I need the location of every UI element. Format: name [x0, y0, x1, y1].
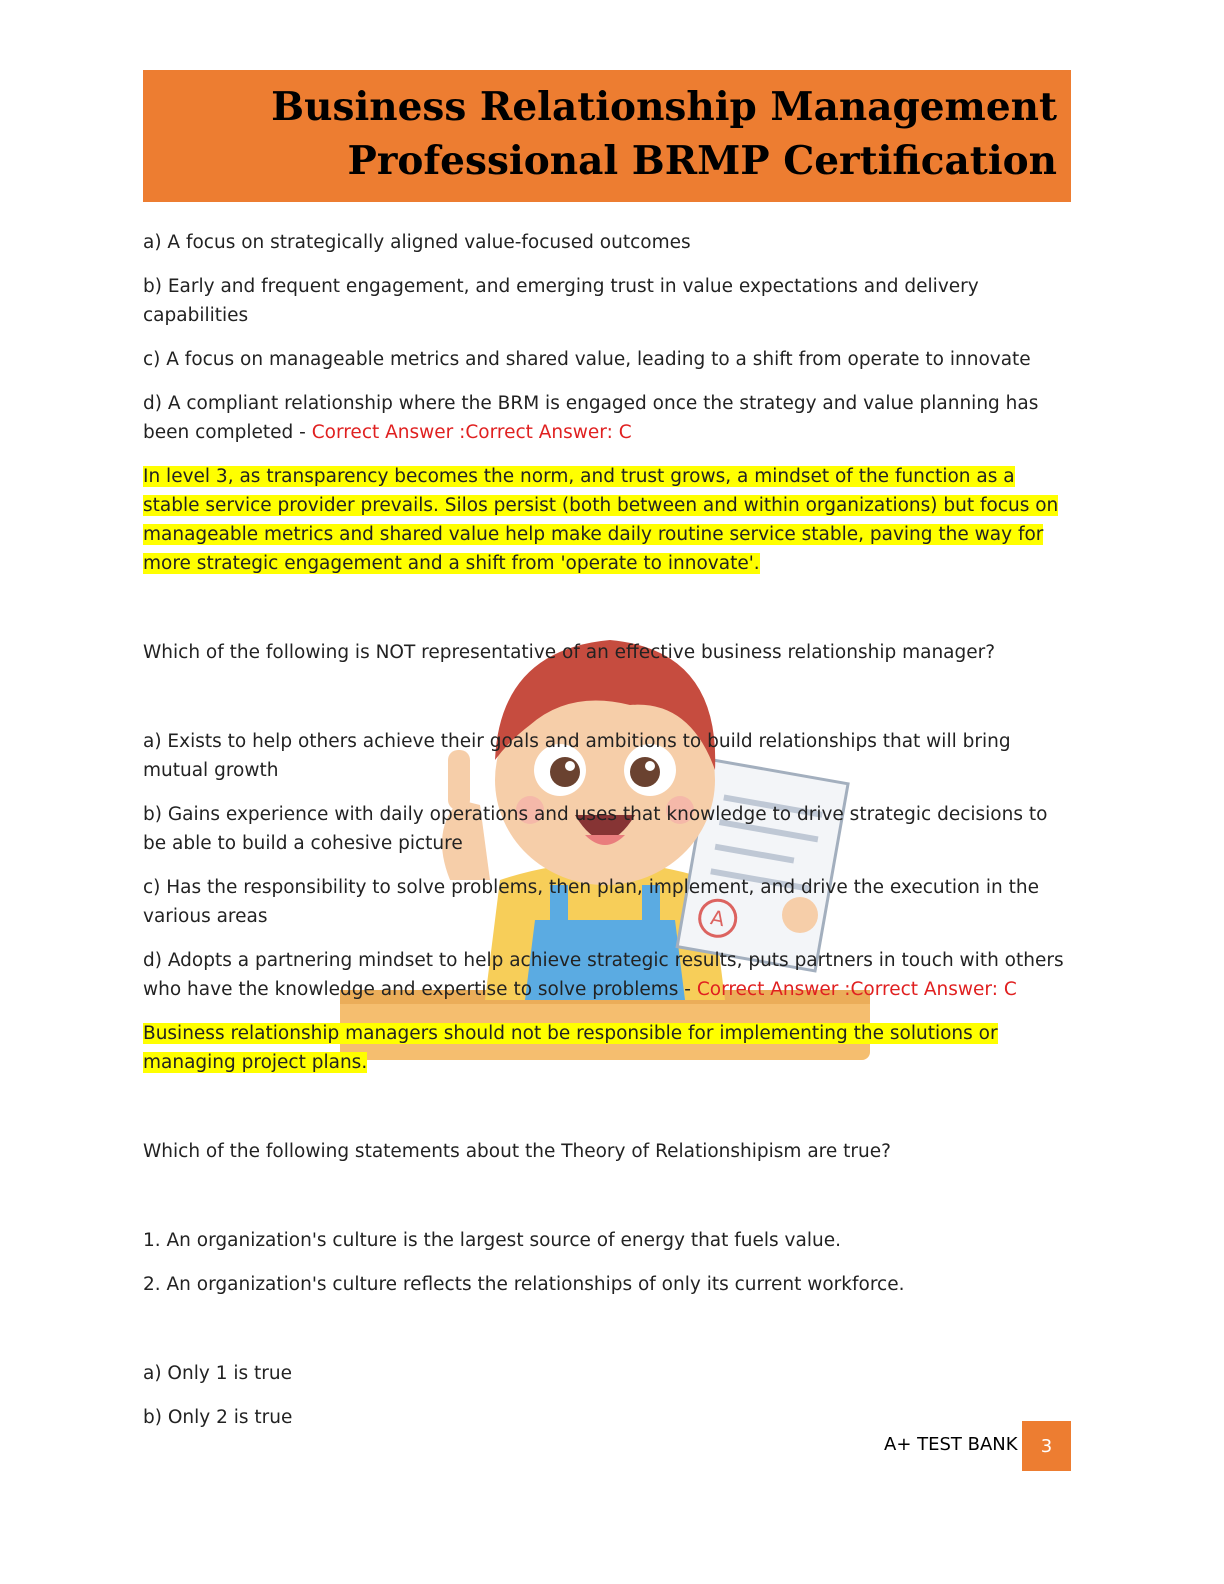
q2-option-d-text: d) Adopts a partnering mindset to help achieve strategic results, puts partners in touch with others who have the knowledge and expertise to solve problems - [143, 950, 1064, 1000]
q2-option-c: c) Has the responsibility to solve problems, then plan, implement, and drive the execution in the various areas [143, 877, 1040, 927]
q3-question: Which of the following statements about the Theory of Relationshipism are true? [143, 1141, 891, 1162]
q2-option-a: a) Exists to help others achieve their goals and ambitions to build relationships that will bring mutual growth [143, 731, 1011, 781]
footer-label: A+ TEST BANK [884, 1434, 1018, 1455]
q1-correct-answer: Correct Answer :Correct Answer: C [311, 422, 632, 443]
q1-option-d [143, 389, 1073, 447]
title-line-1: Business Relationship Management [271, 84, 1057, 130]
svg-text:A: A [708, 905, 727, 932]
q3-option-b: b) Only 2 is true [143, 1407, 293, 1428]
q1-option-c: c) A focus on manageable metrics and shared value, leading to a shift from operate to innovate [143, 349, 1031, 370]
q1-option-d-text: d) A compliant relationship where the BRM is engaged once the strategy and value planning has been completed - [143, 393, 1039, 443]
title-banner [143, 70, 1071, 202]
q2-explanation-text: Business relationship managers should not be responsible for implementing the solutions or managing project plans. [143, 1023, 998, 1073]
q3-statement-1: 1. An organization's culture is the largest source of energy that fuels value. [143, 1230, 841, 1251]
document-body [143, 228, 1073, 1447]
q1-option-a: a) A focus on strategically aligned value-focused outcomes [143, 232, 691, 253]
q2-question: Which of the following is NOT representative of an effective business relationship manager? [143, 642, 996, 663]
page-number: 3 [1040, 1435, 1053, 1457]
q1-option-b: b) Early and frequent engagement, and emerging trust in value expectations and delivery capabilities [143, 276, 979, 326]
q2-option-b: b) Gains experience with daily operations and uses that knowledge to drive strategic decisions to be able to build a cohesive picture [143, 804, 1048, 854]
q3-statement-2: 2. An organization's culture reflects the relationships of only its current workforce. [143, 1274, 905, 1295]
title-line-2: Professional BRMP Certification [347, 138, 1057, 184]
q2-correct-answer: Correct Answer :Correct Answer: C [696, 979, 1017, 1000]
q1-explanation-text: In level 3, as transparency becomes the norm, and trust grows, a mindset of the function as a stable service provider prevails. Silos persist (both between and within organizations) but focus on manageable metrics and shared value help make daily routine service stable, paving the way for more strategic engagement and a shift from 'operate to innovate'. [143, 466, 1059, 574]
q2-explanation [143, 1019, 1073, 1077]
q2-option-d [143, 946, 1073, 1004]
page-number-badge [1022, 1421, 1071, 1471]
q1-explanation [143, 462, 1073, 578]
q3-option-a: a) Only 1 is true [143, 1363, 292, 1384]
